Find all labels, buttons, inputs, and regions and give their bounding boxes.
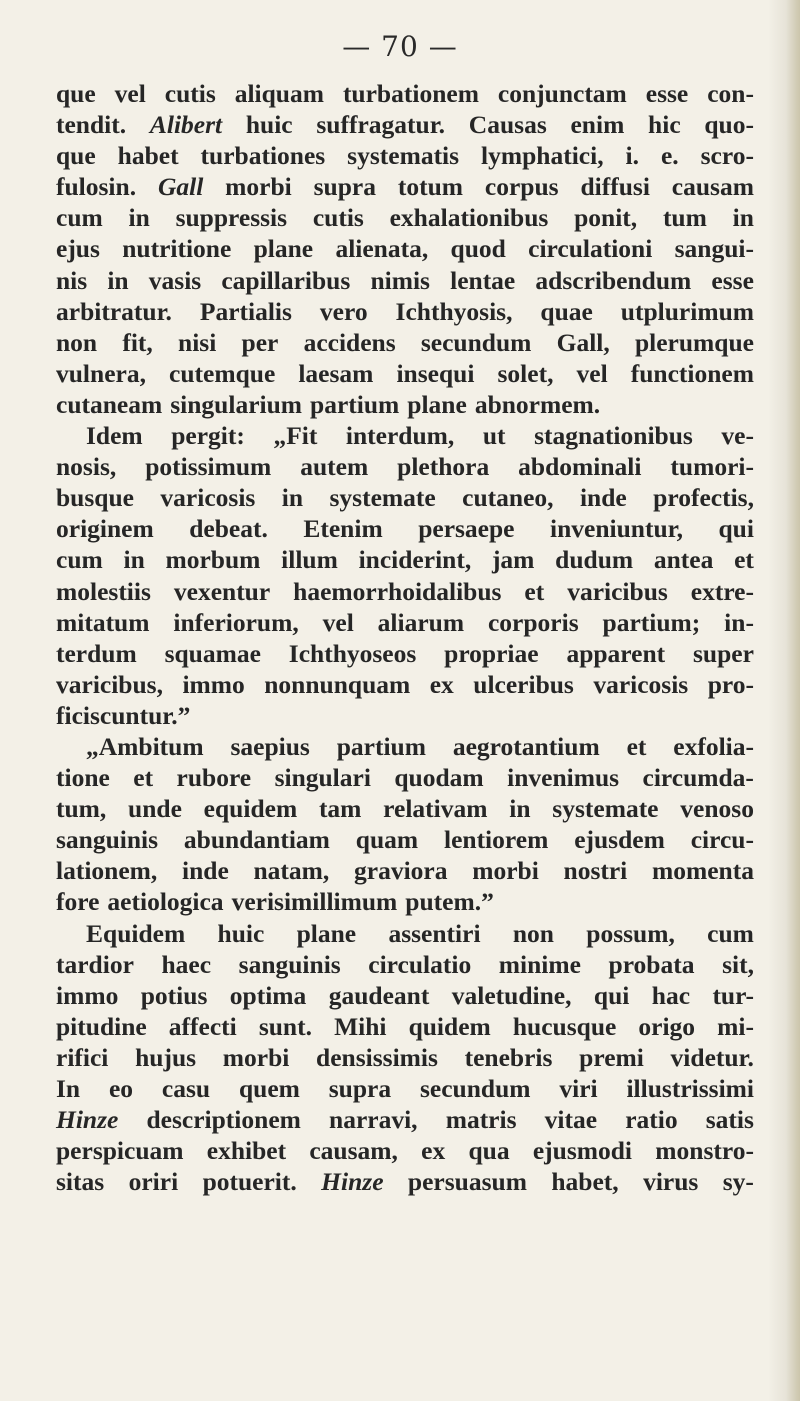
word: Equidem: [86, 918, 186, 948]
text-line: [56, 669, 754, 700]
text-line: [56, 762, 754, 793]
word: varicibus,: [56, 669, 163, 699]
word: fore: [56, 887, 100, 917]
word: hac: [651, 980, 691, 1010]
word: inde: [579, 483, 627, 513]
word: cum: [707, 918, 754, 948]
word: et: [133, 763, 154, 793]
text-line: [56, 638, 754, 669]
word: que: [56, 79, 96, 108]
word: momenta: [651, 856, 754, 886]
word: Gall: [157, 172, 204, 202]
word: potuerit.: [202, 1167, 297, 1197]
word: unde: [128, 794, 182, 824]
word: causam,: [309, 1136, 398, 1166]
word: vitae: [544, 1105, 598, 1135]
word: vel: [576, 358, 608, 388]
word: abnormem.: [474, 389, 601, 419]
word: ejusmodi: [532, 1136, 633, 1166]
word: cutis: [312, 203, 364, 233]
word: cutemque: [169, 358, 276, 388]
word: morbi: [225, 172, 292, 202]
word: ponit,: [574, 203, 638, 233]
word: quae: [540, 296, 593, 326]
word: possum,: [586, 918, 675, 948]
word: „Fit: [273, 421, 318, 451]
word: equidem: [203, 794, 298, 824]
text-line: [56, 420, 754, 451]
word: plane: [407, 389, 467, 419]
word: secundum: [420, 327, 532, 357]
text-line: [56, 1135, 754, 1166]
word: potius: [140, 980, 208, 1010]
word: turbationem: [342, 79, 479, 108]
word: con-: [707, 79, 754, 108]
word: monstro-: [655, 1136, 754, 1166]
word: i.: [625, 141, 639, 171]
word: optima: [229, 980, 307, 1010]
word: capillaribus: [221, 265, 351, 295]
word: et: [734, 545, 754, 575]
word: Ichthyoseos: [288, 638, 417, 668]
word: non: [512, 918, 554, 948]
text-line: [56, 482, 754, 513]
word: busque: [56, 483, 134, 513]
word: vel: [114, 79, 146, 108]
word: circu-: [690, 825, 754, 855]
word: tumori-: [670, 452, 754, 482]
word: pro-: [707, 669, 754, 699]
word: qua: [468, 1136, 510, 1166]
text-line: [56, 824, 754, 855]
page-edge-shadow: [786, 0, 800, 1401]
text-line: [56, 886, 754, 917]
word: sitas: [56, 1167, 105, 1197]
word: circulatio: [368, 949, 472, 979]
word: quidem: [408, 1011, 491, 1041]
word: abundantiam: [183, 825, 330, 855]
word: extre-: [690, 576, 754, 606]
word: pergit:: [171, 421, 245, 451]
word: utplurimum: [620, 296, 754, 326]
text-line: [56, 171, 754, 202]
word: functionem: [630, 358, 754, 388]
text-line: [56, 296, 754, 327]
word: interdum,: [345, 421, 455, 451]
word: persaepe: [418, 514, 515, 544]
word: solet,: [497, 358, 554, 388]
text-line: [56, 949, 754, 980]
word: arbitratur.: [56, 296, 172, 326]
text-line: [56, 731, 754, 762]
word: partium: [310, 389, 400, 419]
word: inferiorum,: [173, 607, 299, 637]
word: varicosis: [160, 483, 256, 513]
word: vulnera,: [56, 358, 146, 388]
word: jam: [491, 545, 535, 575]
word: nonnunquam: [264, 669, 411, 699]
word: vel: [322, 607, 354, 637]
text-line: [56, 607, 754, 638]
word: plane: [296, 918, 357, 948]
word: et: [626, 731, 647, 761]
word: sangui-: [674, 234, 754, 264]
word: cutaneam: [56, 389, 163, 419]
word: in: [107, 265, 129, 295]
word: rubore: [176, 763, 252, 793]
word: varicosis: [593, 669, 689, 699]
word: ejusdem: [574, 825, 665, 855]
word: in: [123, 545, 145, 575]
word: terdum: [56, 638, 137, 668]
word: corporis: [487, 607, 579, 637]
word: in: [128, 203, 150, 233]
text-line: [56, 1166, 754, 1197]
word: per: [241, 327, 279, 357]
word: Alibert: [149, 110, 223, 140]
word: systemate: [329, 483, 436, 513]
word: graviora: [354, 856, 448, 886]
word: Idem: [86, 421, 143, 451]
word: diffusi: [580, 172, 650, 202]
word: nostri: [563, 856, 628, 886]
word: matris: [445, 1105, 517, 1135]
word: premi: [579, 1042, 644, 1072]
word: aliquam: [234, 79, 324, 108]
word: lentiorem: [443, 825, 549, 855]
word: plethora: [397, 452, 490, 482]
word: tione: [56, 763, 110, 793]
word: quod: [450, 234, 506, 264]
word: varicibus: [567, 576, 668, 606]
word: ejus: [56, 234, 100, 264]
word: relativam: [383, 794, 488, 824]
word: singulari: [274, 763, 371, 793]
word: densissimis: [316, 1042, 438, 1072]
word: ratio: [625, 1105, 678, 1135]
word: partium;: [602, 607, 701, 637]
word: originem: [56, 514, 154, 544]
word: mitatum: [56, 607, 150, 637]
word: Partialis: [199, 296, 292, 326]
word: virus: [643, 1167, 699, 1197]
text-line: [56, 1042, 754, 1073]
word: illustrissimi: [626, 1074, 754, 1103]
word: morbum: [165, 545, 261, 575]
word: in: [732, 203, 754, 233]
word: quem: [238, 1074, 300, 1103]
word: cutis: [164, 79, 216, 108]
word: systematis: [347, 141, 460, 171]
word: cutaneo,: [462, 483, 554, 513]
text-line: [56, 358, 754, 389]
word: debeat.: [189, 514, 268, 544]
word: saepius: [230, 731, 310, 761]
word: In: [56, 1074, 81, 1103]
word: exhalationibus: [389, 203, 549, 233]
word: videtur.: [670, 1042, 754, 1072]
word: illum: [281, 545, 338, 575]
text-line: [56, 140, 754, 171]
word: tendit.: [56, 110, 127, 140]
word: eo: [108, 1074, 134, 1103]
word: descriptionem: [146, 1105, 301, 1135]
word: probata: [608, 949, 695, 979]
word: huic: [217, 918, 265, 948]
word: adscribendum: [535, 265, 692, 295]
word: morbi: [472, 856, 539, 886]
word: propriae: [444, 638, 539, 668]
word: aegrotantium: [452, 731, 600, 761]
word: esse: [711, 265, 754, 295]
word: supra: [313, 172, 376, 202]
word: sanguinis: [56, 825, 159, 855]
word: tum,: [56, 794, 107, 824]
word: immo: [56, 980, 119, 1010]
word: Ichthyosis,: [395, 296, 513, 326]
word: antea: [653, 545, 714, 575]
word: causam: [671, 172, 754, 202]
word: persuasum: [407, 1167, 527, 1197]
word: plerumque: [634, 327, 754, 357]
word: huic: [245, 110, 293, 140]
word: Hinze: [321, 1167, 384, 1197]
text-line: [56, 513, 754, 544]
word: habet: [117, 141, 179, 171]
word: haemorrhoidalibus: [293, 576, 502, 606]
word: putem.”: [405, 887, 494, 917]
word: ex: [421, 1136, 446, 1166]
text-line: [56, 980, 754, 1011]
word: et: [524, 576, 545, 606]
word: sanguinis: [238, 949, 341, 979]
word: Etenim: [303, 514, 383, 544]
word: sunt.: [258, 1011, 312, 1041]
word: ulceribus: [473, 669, 574, 699]
word: dudum: [555, 545, 634, 575]
word: conjunctam: [497, 79, 627, 108]
word: in: [281, 483, 304, 513]
text-line: [56, 1011, 754, 1042]
word: hucusque: [512, 1011, 617, 1041]
word: non: [56, 327, 98, 357]
word: qui: [593, 980, 630, 1010]
word: exhibet: [206, 1136, 287, 1166]
word: tam: [318, 794, 362, 824]
word: inveniuntur,: [550, 514, 683, 544]
word: Hinze: [56, 1105, 119, 1135]
word: molestiis: [56, 576, 151, 606]
word: nimis: [370, 265, 430, 295]
word: tum: [662, 203, 707, 233]
word: oriri: [128, 1167, 179, 1197]
word: circulationi: [528, 234, 653, 264]
text-line: [56, 78, 754, 109]
word: qui: [718, 514, 754, 544]
word: accidens: [303, 327, 396, 357]
word: lationem,: [56, 856, 158, 886]
word: suffragatur.: [316, 110, 446, 140]
word: singularium: [170, 389, 303, 419]
word: habet,: [551, 1167, 619, 1197]
word: que: [56, 141, 96, 171]
word: assentiri: [388, 918, 481, 948]
word: autem: [300, 452, 369, 482]
word: exfolia-: [673, 731, 754, 761]
word: nutritione: [122, 234, 232, 264]
word: hic: [648, 110, 681, 140]
text-line: [56, 793, 754, 824]
word: super: [693, 638, 754, 668]
word: aetiologica: [107, 887, 224, 917]
word: affecti: [168, 1011, 237, 1041]
word: totum: [397, 172, 464, 202]
text-line: [56, 1073, 754, 1104]
word: perspicuam: [56, 1136, 184, 1166]
word: secundum: [419, 1074, 531, 1103]
word: fulosin.: [56, 172, 137, 202]
word: satis: [705, 1105, 754, 1135]
word: aliarum: [377, 607, 465, 637]
word: corpus: [484, 172, 559, 202]
word: valetudine,: [451, 980, 572, 1010]
word: suppressis: [175, 203, 288, 233]
word: gaudeant: [328, 980, 430, 1010]
word: lymphatici,: [481, 141, 604, 171]
word: cum: [56, 203, 103, 233]
word: in: [509, 794, 531, 824]
word: lentae: [450, 265, 516, 295]
word: squamae: [164, 638, 261, 668]
word: viri: [559, 1074, 598, 1103]
word: ex: [429, 669, 454, 699]
word: vero: [319, 296, 368, 326]
text-line: [56, 855, 754, 886]
word: systemate: [552, 794, 659, 824]
text-line: [56, 109, 754, 140]
word: profectis,: [653, 483, 754, 513]
word: invenimus: [507, 763, 620, 793]
page-number: — 70 —: [342, 30, 458, 63]
word: e.: [660, 141, 679, 171]
word: alienata,: [335, 234, 429, 264]
word: nis: [56, 265, 88, 295]
word: tenebris: [464, 1042, 553, 1072]
word: esse: [645, 79, 689, 108]
word: fit,: [122, 327, 153, 357]
word: Gall,: [556, 327, 610, 357]
text-line: [56, 1104, 754, 1135]
word: in-: [724, 607, 754, 637]
word: inde: [182, 856, 229, 886]
word: sit,: [722, 949, 754, 979]
word: apparent: [566, 638, 666, 668]
word: laesam: [298, 358, 374, 388]
word: abdominali: [518, 452, 642, 482]
word: natam,: [253, 856, 330, 886]
text-line: [56, 700, 754, 731]
word: circumda-: [642, 763, 754, 793]
word: narravi,: [329, 1105, 418, 1135]
word: supra: [328, 1074, 392, 1103]
word: tur-: [712, 980, 754, 1010]
word: minime: [498, 949, 581, 979]
word: ve-: [721, 421, 754, 451]
word: casu: [161, 1074, 211, 1103]
word: vasis: [148, 265, 202, 295]
word: inciderint,: [358, 545, 472, 575]
word: quodam: [394, 763, 484, 793]
word: origo: [638, 1011, 696, 1041]
text-line: [56, 327, 754, 358]
body-text: [56, 78, 754, 1197]
text-line: [56, 202, 754, 233]
text-line: [56, 389, 754, 420]
word: ut: [482, 421, 506, 451]
word: hujus: [135, 1042, 197, 1072]
word: partium: [336, 731, 426, 761]
word: „Ambitum: [86, 731, 204, 761]
word: quam: [355, 825, 419, 855]
word: ficiscuntur.”: [56, 700, 191, 730]
word: quo-: [704, 110, 754, 140]
word: tardior: [56, 949, 134, 979]
text-line: [56, 233, 754, 264]
word: Causas: [468, 110, 547, 140]
word: sy-: [722, 1167, 754, 1197]
word: Mihi: [334, 1011, 387, 1041]
word: turbationes: [200, 141, 326, 171]
word: haec: [161, 949, 212, 979]
word: pitudine: [56, 1011, 147, 1041]
word: nisi: [178, 327, 217, 357]
text-line: [56, 576, 754, 607]
word: stagnationibus: [534, 421, 693, 451]
word: enim: [570, 110, 625, 140]
word: potissimum: [145, 452, 272, 482]
word: mi-: [717, 1011, 754, 1041]
word: nosis,: [56, 452, 117, 482]
word: cum: [56, 545, 103, 575]
word: rifici: [56, 1042, 109, 1072]
text-line: [56, 918, 754, 949]
text-line: [56, 451, 754, 482]
word: verisimillimum: [231, 887, 398, 917]
text-line: [56, 544, 754, 575]
word: plane: [253, 234, 314, 264]
word: scro-: [700, 141, 754, 171]
word: vexentur: [173, 576, 271, 606]
word: venoso: [680, 794, 754, 824]
word: morbi: [222, 1042, 290, 1072]
word: insequi: [396, 358, 475, 388]
text-line: [56, 265, 754, 296]
word: immo: [182, 669, 245, 699]
